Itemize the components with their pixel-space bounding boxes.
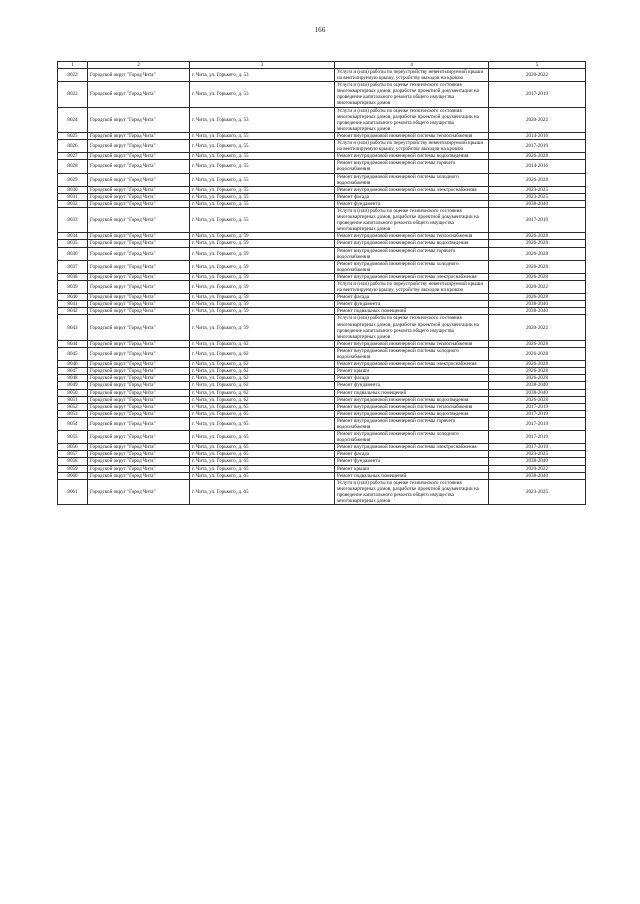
address-cell: г. Чита, ул. Горького, д. 65 bbox=[190, 465, 335, 472]
municipality-cell: Городской округ "Город Чита" bbox=[88, 153, 190, 160]
work-type-cell: Ремонт фасада bbox=[335, 294, 489, 301]
work-type-cell: Ремонт внутридомовой инженерной системы холодного водоснабжения bbox=[335, 260, 489, 273]
period-cell: 2020-2022 bbox=[489, 281, 586, 294]
work-type-cell: Ремонт внутридомовой инженерной системы горячего водоснабжения bbox=[335, 160, 489, 173]
address-cell: г. Чита, ул. Горького, д. 65 bbox=[190, 403, 335, 410]
address-cell: г. Чита, ул. Горького, д. 62 bbox=[190, 361, 335, 368]
work-type-cell: Ремонт внутридомовой инженерной системы теплоснабжения bbox=[335, 132, 489, 139]
table-row bbox=[58, 403, 586, 410]
period-cell: 2017-2019 bbox=[489, 431, 586, 444]
work-type-cell: Ремонт подвальных помещений bbox=[335, 472, 489, 479]
table-row bbox=[58, 69, 586, 82]
municipality-cell: Городской округ "Город Чита" bbox=[88, 160, 190, 173]
row-number-cell: 8050 bbox=[58, 389, 88, 396]
row-number-cell: 8037 bbox=[58, 260, 88, 273]
municipality-cell: Городской округ "Город Чита" bbox=[88, 140, 190, 153]
row-number-cell: 8046 bbox=[58, 361, 88, 368]
address-cell: г. Чита, ул. Горького, д. 55 bbox=[190, 173, 335, 186]
work-type-cell: Услуги и (или) работы по переустройству невентилируемой крыши на вентилируемую крышу, устройству выходов на кровлю bbox=[335, 281, 489, 294]
period-cell: 2017-2019 bbox=[489, 417, 586, 430]
address-cell: г. Чита, ул. Горького, д. 65 bbox=[190, 444, 335, 451]
work-type-cell: Ремонт крыши bbox=[335, 368, 489, 375]
period-cell: 2038-2040 bbox=[489, 458, 586, 465]
row-number-cell: 8042 bbox=[58, 308, 88, 315]
table-row bbox=[58, 140, 586, 153]
work-type-cell: Услуги и (или) работы по оценке технического состояния многоквартирных домов, разработке проектной документации на проведение капитального ремонта общего имущества многоквартирных домов bbox=[335, 479, 489, 504]
row-number-cell: 8053 bbox=[58, 410, 88, 417]
work-type-cell: Услуги и (или) работы по оценке технического состояния многоквартирных домов, разработке проектной документации на проведение капитального ремонта общего имущества многоквартирных домов bbox=[335, 207, 489, 232]
address-cell: г. Чита, ул. Горького, д. 65 bbox=[190, 417, 335, 430]
address-cell: г. Чита, ул. Горького, д. 62 bbox=[190, 368, 335, 375]
table-row bbox=[58, 472, 586, 479]
municipality-cell: Городской округ "Город Чита" bbox=[88, 417, 190, 430]
municipality-cell: Городской округ "Город Чита" bbox=[88, 132, 190, 139]
address-cell: г. Чита, ул. Горького, д. 55 bbox=[190, 140, 335, 153]
period-cell: 2020-2022 bbox=[489, 465, 586, 472]
address-cell: г. Чита, ул. Горького, д. 59 bbox=[190, 273, 335, 280]
row-number-cell: 8038 bbox=[58, 273, 88, 280]
municipality-cell: Городской округ "Город Чита" bbox=[88, 368, 190, 375]
work-type-cell: Ремонт внутридомовой инженерной системы теплоснабжения bbox=[335, 233, 489, 240]
work-type-cell: Ремонт внутридомовой инженерной системы водоотведения bbox=[335, 240, 489, 247]
table-row bbox=[58, 301, 586, 308]
period-cell: 2038-2040 bbox=[489, 301, 586, 308]
address-cell: г. Чита, ул. Горького, д. 65 bbox=[190, 472, 335, 479]
row-number-cell: 8054 bbox=[58, 417, 88, 430]
municipality-cell: Городской округ "Город Чита" bbox=[88, 200, 190, 207]
address-cell: г. Чита, ул. Горького, д. 62 bbox=[190, 340, 335, 347]
work-type-cell: Ремонт фундамента bbox=[335, 382, 489, 389]
column-header-address: 3 bbox=[190, 62, 335, 69]
row-number-cell: 8026 bbox=[58, 140, 88, 153]
municipality-cell: Городской округ "Город Чита" bbox=[88, 193, 190, 200]
period-cell: 2017-2019 bbox=[489, 207, 586, 232]
table-row bbox=[58, 308, 586, 315]
row-number-cell: 8052 bbox=[58, 403, 88, 410]
period-cell: 2026-2028 bbox=[489, 396, 586, 403]
period-cell: 2014-2016 bbox=[489, 132, 586, 139]
table-row bbox=[58, 273, 586, 280]
period-cell: 2026-2028 bbox=[489, 361, 586, 368]
period-cell: 2038-2040 bbox=[489, 308, 586, 315]
municipality-cell: Городской округ "Город Чита" bbox=[88, 410, 190, 417]
work-type-cell: Ремонт внутридомовой инженерной системы электроснабжения bbox=[335, 273, 489, 280]
work-type-cell: Ремонт внутридомовой инженерной системы холодного водоснабжения bbox=[335, 431, 489, 444]
period-cell: 2038-2040 bbox=[489, 382, 586, 389]
municipality-cell: Городской округ "Город Чита" bbox=[88, 69, 190, 82]
work-type-cell: Ремонт внутридомовой инженерной системы холодного водоснабжения bbox=[335, 347, 489, 360]
work-type-cell: Ремонт фундамента bbox=[335, 301, 489, 308]
municipality-cell: Городской округ "Город Чита" bbox=[88, 382, 190, 389]
municipality-cell: Городской округ "Город Чита" bbox=[88, 107, 190, 132]
address-cell: г. Чита, ул. Горького, д. 65 bbox=[190, 410, 335, 417]
row-number-cell: 8035 bbox=[58, 240, 88, 247]
row-number-cell: 8027 bbox=[58, 153, 88, 160]
municipality-cell: Городской округ "Город Чита" bbox=[88, 361, 190, 368]
row-number-cell: 8044 bbox=[58, 340, 88, 347]
row-number-cell: 8024 bbox=[58, 107, 88, 132]
row-number-cell: 8031 bbox=[58, 193, 88, 200]
table-row bbox=[58, 396, 586, 403]
period-cell: 2023-2025 bbox=[489, 451, 586, 458]
row-number-cell: 8040 bbox=[58, 294, 88, 301]
period-cell: 2017-2019 bbox=[489, 82, 586, 107]
period-cell: 2026-2028 bbox=[489, 340, 586, 347]
row-number-cell: 8059 bbox=[58, 465, 88, 472]
row-number-cell: 8043 bbox=[58, 315, 88, 340]
period-cell: 2020-2022 bbox=[489, 69, 586, 82]
address-cell: г. Чита, ул. Горького, д. 59 bbox=[190, 247, 335, 260]
page-number: 166 bbox=[314, 26, 326, 34]
work-type-cell: Ремонт внутридомовой инженерной системы теплоснабжения bbox=[335, 403, 489, 410]
work-type-cell: Ремонт внутридомовой инженерной системы горячего водоснабжения bbox=[335, 247, 489, 260]
table-row bbox=[58, 347, 586, 360]
address-cell: г. Чита, ул. Горького, д. 62 bbox=[190, 389, 335, 396]
municipality-cell: Городской округ "Город Чита" bbox=[88, 451, 190, 458]
row-number-cell: 8057 bbox=[58, 451, 88, 458]
table-row bbox=[58, 294, 586, 301]
work-type-cell: Ремонт внутридомовой инженерной системы электроснабжения bbox=[335, 444, 489, 451]
work-type-cell: Услуги и (или) работы по переустройству невентилируемой крыши на вентилируемую крышу, устройству выходов на кровлю bbox=[335, 69, 489, 82]
work-type-cell: Ремонт фасада bbox=[335, 193, 489, 200]
municipality-cell: Городской округ "Город Чита" bbox=[88, 82, 190, 107]
address-cell: г. Чита, ул. Горького, д. 65 bbox=[190, 431, 335, 444]
address-cell: г. Чита, ул. Горького, д. 59 bbox=[190, 294, 335, 301]
municipality-cell: Городской округ "Город Чита" bbox=[88, 186, 190, 193]
address-cell: г. Чита, ул. Горького, д. 65 bbox=[190, 458, 335, 465]
address-cell: г. Чита, ул. Горького, д. 55 bbox=[190, 193, 335, 200]
municipality-cell: Городской округ "Город Чита" bbox=[88, 233, 190, 240]
period-cell: 2017-2019 bbox=[489, 403, 586, 410]
table-row bbox=[58, 417, 586, 430]
period-cell: 2017-2019 bbox=[489, 410, 586, 417]
address-cell: г. Чита, ул. Горького, д. 55 bbox=[190, 153, 335, 160]
work-type-cell: Услуги и (или) работы по оценке технического состояния многоквартирных домов, разработке проектной документации на проведение капитального ремонта общего имущества многоквартирных домов bbox=[335, 82, 489, 107]
table-row bbox=[58, 431, 586, 444]
address-cell: г. Чита, ул. Горького, д. 59 bbox=[190, 240, 335, 247]
period-cell: 2026-2028 bbox=[489, 260, 586, 273]
municipality-cell: Городской округ "Город Чита" bbox=[88, 260, 190, 273]
work-type-cell: Ремонт подвальных помещений bbox=[335, 308, 489, 315]
address-cell: г. Чита, ул. Горького, д. 59 bbox=[190, 315, 335, 340]
table-row bbox=[58, 153, 586, 160]
row-number-cell: 8048 bbox=[58, 375, 88, 382]
period-cell: 2026-2028 bbox=[489, 240, 586, 247]
municipality-cell: Городской округ "Город Чита" bbox=[88, 273, 190, 280]
period-cell: 2026-2028 bbox=[489, 375, 586, 382]
work-type-cell: Услуги и (или) работы по оценке технического состояния многоквартирных домов, разработке проектной документации на проведение капитального ремонта общего имущества многоквартирных домов bbox=[335, 107, 489, 132]
period-cell: 2038-2040 bbox=[489, 200, 586, 207]
table-header-row bbox=[58, 62, 586, 69]
period-cell: 2038-2040 bbox=[489, 472, 586, 479]
address-cell: г. Чита, ул. Горького, д. 55 bbox=[190, 186, 335, 193]
period-cell: 2023-2025 bbox=[489, 193, 586, 200]
column-header-work-type: 4 bbox=[335, 62, 489, 69]
table-body bbox=[58, 69, 586, 505]
municipality-cell: Городской округ "Город Чита" bbox=[88, 281, 190, 294]
table-row bbox=[58, 260, 586, 273]
address-cell: г. Чита, ул. Горького, д. 65 bbox=[190, 479, 335, 504]
column-header-municipality: 2 bbox=[88, 62, 190, 69]
address-cell: г. Чита, ул. Горького, д. 59 bbox=[190, 301, 335, 308]
address-cell: г. Чита, ул. Горького, д. 55 bbox=[190, 132, 335, 139]
row-number-cell: 8025 bbox=[58, 132, 88, 139]
period-cell: 2026-2028 bbox=[489, 368, 586, 375]
table-row bbox=[58, 82, 586, 107]
municipality-cell: Городской округ "Город Чита" bbox=[88, 396, 190, 403]
period-cell: 2026-2028 bbox=[489, 294, 586, 301]
work-type-cell: Ремонт внутридомовой инженерной системы холодного водоснабжения bbox=[335, 173, 489, 186]
work-type-cell: Услуги и (или) работы по переустройству невентилируемой крыши на вентилируемую крышу, устройству выходов на кровлю bbox=[335, 140, 489, 153]
row-number-cell: 8058 bbox=[58, 458, 88, 465]
table-row bbox=[58, 451, 586, 458]
work-type-cell: Ремонт внутридомовой инженерной системы водоотведения bbox=[335, 396, 489, 403]
row-number-cell: 8061 bbox=[58, 479, 88, 504]
table-row bbox=[58, 375, 586, 382]
period-cell: 2020-2022 bbox=[489, 107, 586, 132]
address-cell: г. Чита, ул. Горького, д. 53 bbox=[190, 107, 335, 132]
table-row bbox=[58, 132, 586, 139]
address-cell: г. Чита, ул. Горького, д. 59 bbox=[190, 281, 335, 294]
table-row bbox=[58, 340, 586, 347]
municipality-cell: Городской округ "Город Чита" bbox=[88, 347, 190, 360]
period-cell: 2026-2028 bbox=[489, 247, 586, 260]
period-cell: 2026-2028 bbox=[489, 173, 586, 186]
municipality-cell: Городской округ "Город Чита" bbox=[88, 240, 190, 247]
municipality-cell: Городской округ "Город Чита" bbox=[88, 479, 190, 504]
address-cell: г. Чита, ул. Горького, д. 62 bbox=[190, 375, 335, 382]
work-type-cell: Ремонт фундамента bbox=[335, 200, 489, 207]
table-row bbox=[58, 479, 586, 504]
row-number-cell: 8045 bbox=[58, 347, 88, 360]
table-row bbox=[58, 444, 586, 451]
repair-schedule-table bbox=[57, 61, 586, 505]
table-row bbox=[58, 281, 586, 294]
municipality-cell: Городской округ "Город Чита" bbox=[88, 458, 190, 465]
work-type-cell: Ремонт внутридомовой инженерной системы водоотведения bbox=[335, 153, 489, 160]
period-cell: 2026-2028 bbox=[489, 153, 586, 160]
row-number-cell: 8033 bbox=[58, 207, 88, 232]
row-number-cell: 8047 bbox=[58, 368, 88, 375]
table-row bbox=[58, 465, 586, 472]
municipality-cell: Городской округ "Город Чита" bbox=[88, 207, 190, 232]
municipality-cell: Городской округ "Город Чита" bbox=[88, 472, 190, 479]
address-cell: г. Чита, ул. Горького, д. 55 bbox=[190, 200, 335, 207]
table-row bbox=[58, 389, 586, 396]
address-cell: г. Чита, ул. Горького, д. 62 bbox=[190, 382, 335, 389]
table-row bbox=[58, 173, 586, 186]
municipality-cell: Городской округ "Город Чита" bbox=[88, 247, 190, 260]
table-row bbox=[58, 410, 586, 417]
municipality-cell: Городской округ "Город Чита" bbox=[88, 340, 190, 347]
table-row bbox=[58, 247, 586, 260]
municipality-cell: Городской округ "Город Чита" bbox=[88, 294, 190, 301]
work-type-cell: Ремонт внутридомовой инженерной системы теплоснабжения bbox=[335, 340, 489, 347]
address-cell: г. Чита, ул. Горького, д. 55 bbox=[190, 160, 335, 173]
municipality-cell: Городской округ "Город Чита" bbox=[88, 403, 190, 410]
work-type-cell: Ремонт фасада bbox=[335, 451, 489, 458]
column-header-number: 1 bbox=[58, 62, 88, 69]
table-row bbox=[58, 361, 586, 368]
address-cell: г. Чита, ул. Горького, д. 53 bbox=[190, 82, 335, 107]
table-row bbox=[58, 207, 586, 232]
table-row bbox=[58, 107, 586, 132]
address-cell: г. Чита, ул. Горького, д. 55 bbox=[190, 207, 335, 232]
period-cell: 2023-2025 bbox=[489, 479, 586, 504]
work-type-cell: Ремонт внутридомовой инженерной системы электроснабжения bbox=[335, 186, 489, 193]
municipality-cell: Городской округ "Город Чита" bbox=[88, 315, 190, 340]
period-cell: 2017-2019 bbox=[489, 140, 586, 153]
row-number-cell: 8051 bbox=[58, 396, 88, 403]
table-row bbox=[58, 315, 586, 340]
table-row bbox=[58, 160, 586, 173]
municipality-cell: Городской округ "Город Чита" bbox=[88, 444, 190, 451]
municipality-cell: Городской округ "Город Чита" bbox=[88, 308, 190, 315]
table-row bbox=[58, 240, 586, 247]
period-cell: 2026-2028 bbox=[489, 233, 586, 240]
period-cell: 2017-2019 bbox=[489, 444, 586, 451]
address-cell: г. Чита, ул. Горького, д. 53 bbox=[190, 69, 335, 82]
row-number-cell: 8055 bbox=[58, 431, 88, 444]
address-cell: г. Чита, ул. Горького, д. 62 bbox=[190, 396, 335, 403]
table-row bbox=[58, 186, 586, 193]
row-number-cell: 8056 bbox=[58, 444, 88, 451]
period-cell: 2026-2028 bbox=[489, 273, 586, 280]
row-number-cell: 8039 bbox=[58, 281, 88, 294]
work-type-cell: Ремонт внутридомовой инженерной системы водоотведения bbox=[335, 410, 489, 417]
column-header-period: 5 bbox=[489, 62, 586, 69]
work-type-cell: Услуги и (или) работы по оценке технического состояния многоквартирных домов, разработке проектной документации на проведение капитального ремонта общего имущества многоквартирных домов bbox=[335, 315, 489, 340]
work-type-cell: Ремонт внутридомовой инженерной системы горячего водоснабжения bbox=[335, 417, 489, 430]
period-cell: 2020-2022 bbox=[489, 315, 586, 340]
table-row bbox=[58, 368, 586, 375]
row-number-cell: 8041 bbox=[58, 301, 88, 308]
row-number-cell: 8023 bbox=[58, 82, 88, 107]
municipality-cell: Городской округ "Город Чита" bbox=[88, 173, 190, 186]
row-number-cell: 8022 bbox=[58, 69, 88, 82]
table-row bbox=[58, 382, 586, 389]
period-cell: 2038-2040 bbox=[489, 389, 586, 396]
table-row bbox=[58, 233, 586, 240]
work-type-cell: Ремонт крыши bbox=[335, 465, 489, 472]
table-row bbox=[58, 200, 586, 207]
row-number-cell: 8060 bbox=[58, 472, 88, 479]
work-type-cell: Ремонт внутридомовой инженерной системы электроснабжения bbox=[335, 361, 489, 368]
municipality-cell: Городской округ "Город Чита" bbox=[88, 431, 190, 444]
municipality-cell: Городской округ "Город Чита" bbox=[88, 389, 190, 396]
table-row bbox=[58, 193, 586, 200]
municipality-cell: Городской округ "Город Чита" bbox=[88, 301, 190, 308]
row-number-cell: 8032 bbox=[58, 200, 88, 207]
work-type-cell: Ремонт подвальных помещений bbox=[335, 389, 489, 396]
address-cell: г. Чита, ул. Горького, д. 59 bbox=[190, 260, 335, 273]
row-number-cell: 8030 bbox=[58, 186, 88, 193]
work-type-cell: Ремонт фасада bbox=[335, 375, 489, 382]
municipality-cell: Городской округ "Город Чита" bbox=[88, 375, 190, 382]
period-cell: 2014-2016 bbox=[489, 160, 586, 173]
row-number-cell: 8049 bbox=[58, 382, 88, 389]
period-cell: 2026-2028 bbox=[489, 347, 586, 360]
row-number-cell: 8028 bbox=[58, 160, 88, 173]
municipality-cell: Городской округ "Город Чита" bbox=[88, 465, 190, 472]
row-number-cell: 8036 bbox=[58, 247, 88, 260]
address-cell: г. Чита, ул. Горького, д. 65 bbox=[190, 451, 335, 458]
row-number-cell: 8029 bbox=[58, 173, 88, 186]
row-number-cell: 8034 bbox=[58, 233, 88, 240]
table-row bbox=[58, 458, 586, 465]
address-cell: г. Чита, ул. Горького, д. 62 bbox=[190, 347, 335, 360]
work-type-cell: Ремонт фундамента bbox=[335, 458, 489, 465]
address-cell: г. Чита, ул. Горького, д. 59 bbox=[190, 233, 335, 240]
period-cell: 2023-2025 bbox=[489, 186, 586, 193]
address-cell: г. Чита, ул. Горького, д. 59 bbox=[190, 308, 335, 315]
